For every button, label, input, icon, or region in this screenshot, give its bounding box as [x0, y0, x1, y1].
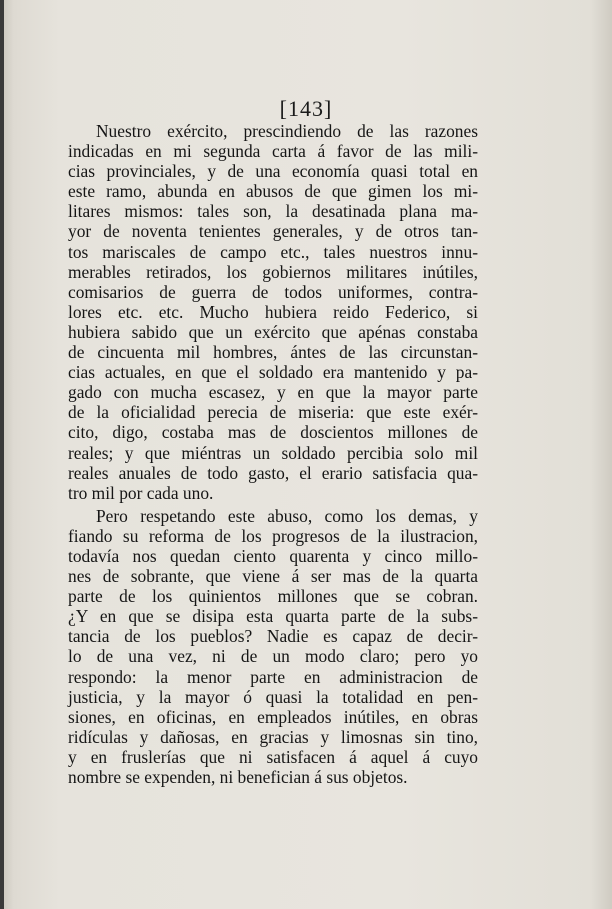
text-line: este ramo, abunda en abusos de que gimen los mi- — [68, 181, 478, 202]
text-line: siones, en oficinas, en empleados inútiles, en obras — [68, 706, 478, 727]
paragraph — [68, 121, 478, 503]
page-number: [143] — [279, 96, 333, 121]
text-line: ridículas y dañosas, en gracias y limosnas sin tino, — [68, 726, 478, 747]
text-line: indicadas en mi segunda carta á favor de las mili- — [68, 141, 478, 162]
text-line: tos mariscales de campo etc., tales nuestros innu- — [68, 241, 478, 262]
text-line: nombre se expenden, ni benefician á sus objetos. — [68, 767, 408, 787]
text-line: gado con mucha escasez, y en que la mayor parte — [68, 382, 478, 403]
text-line: tancia de los pueblos? Nadie es capaz de decir- — [68, 626, 478, 647]
body-text — [68, 121, 478, 787]
text-line: hubiera sabido que un exército que apénas constaba — [68, 321, 478, 342]
text-line: ¿Y en que se disipa esta quarta parte de la subs- — [68, 606, 478, 627]
text-line: lores etc. etc. Mucho hubiera reido Federico, si — [68, 301, 478, 322]
text-line: nes de sobrante, que viene á ser mas de la quarta — [68, 566, 478, 587]
text-line: cias provinciales, y de una economía quasi total en — [68, 161, 478, 182]
text-line: comisarios de guerra de todos uniformes, contra- — [68, 281, 478, 302]
text-line: Nuestro exército, prescindiendo de las razones — [96, 121, 478, 141]
text-line: reales; y que miéntras un soldado percibia solo mil — [68, 442, 478, 463]
text-line: reales anuales de todo gasto, el erario satisfacia qua- — [68, 462, 478, 483]
text-line: parte de los quinientos millones que se cobran. — [68, 586, 478, 607]
text-line: todavía nos quedan ciento quarenta y cinco millo- — [68, 545, 478, 566]
text-line: lo de una vez, ni de un modo claro; pero yo — [68, 646, 478, 667]
page-gutter-edge — [0, 0, 4, 909]
text-line: fiando su reforma de los progresos de la ilustracion, — [68, 525, 478, 546]
text-line: merables retirados, los gobiernos militares inútiles, — [68, 261, 478, 282]
text-line: cias actuales, en que el soldado era mantenido y pa- — [68, 362, 478, 383]
ink-speck-mark — [532, 858, 539, 872]
paragraph — [68, 506, 478, 787]
text-line: respondo: la menor parte en administracion de — [68, 666, 478, 687]
text-line: cito, digo, costaba mas de doscientos millones de — [68, 422, 478, 443]
text-line: Pero respetando este abuso, como los demas, y — [96, 505, 478, 526]
text-line: de cincuenta mil hombres, ántes de las circunstan- — [68, 342, 478, 363]
text-line: y en fruslerías que ni satisfacen á aquel á cuyo — [68, 746, 478, 767]
text-line: justicia, y la mayor ó quasi la totalidad en pen- — [68, 686, 478, 707]
text-line: yor de noventa tenientes generales, y de otros tan- — [68, 221, 478, 242]
text-line: litares mismos: tales son, la desatinada plana ma- — [68, 201, 478, 222]
text-line: de la oficialidad perecia de miseria: que este exér- — [68, 402, 478, 423]
text-line: tro mil por cada uno. — [68, 482, 214, 503]
